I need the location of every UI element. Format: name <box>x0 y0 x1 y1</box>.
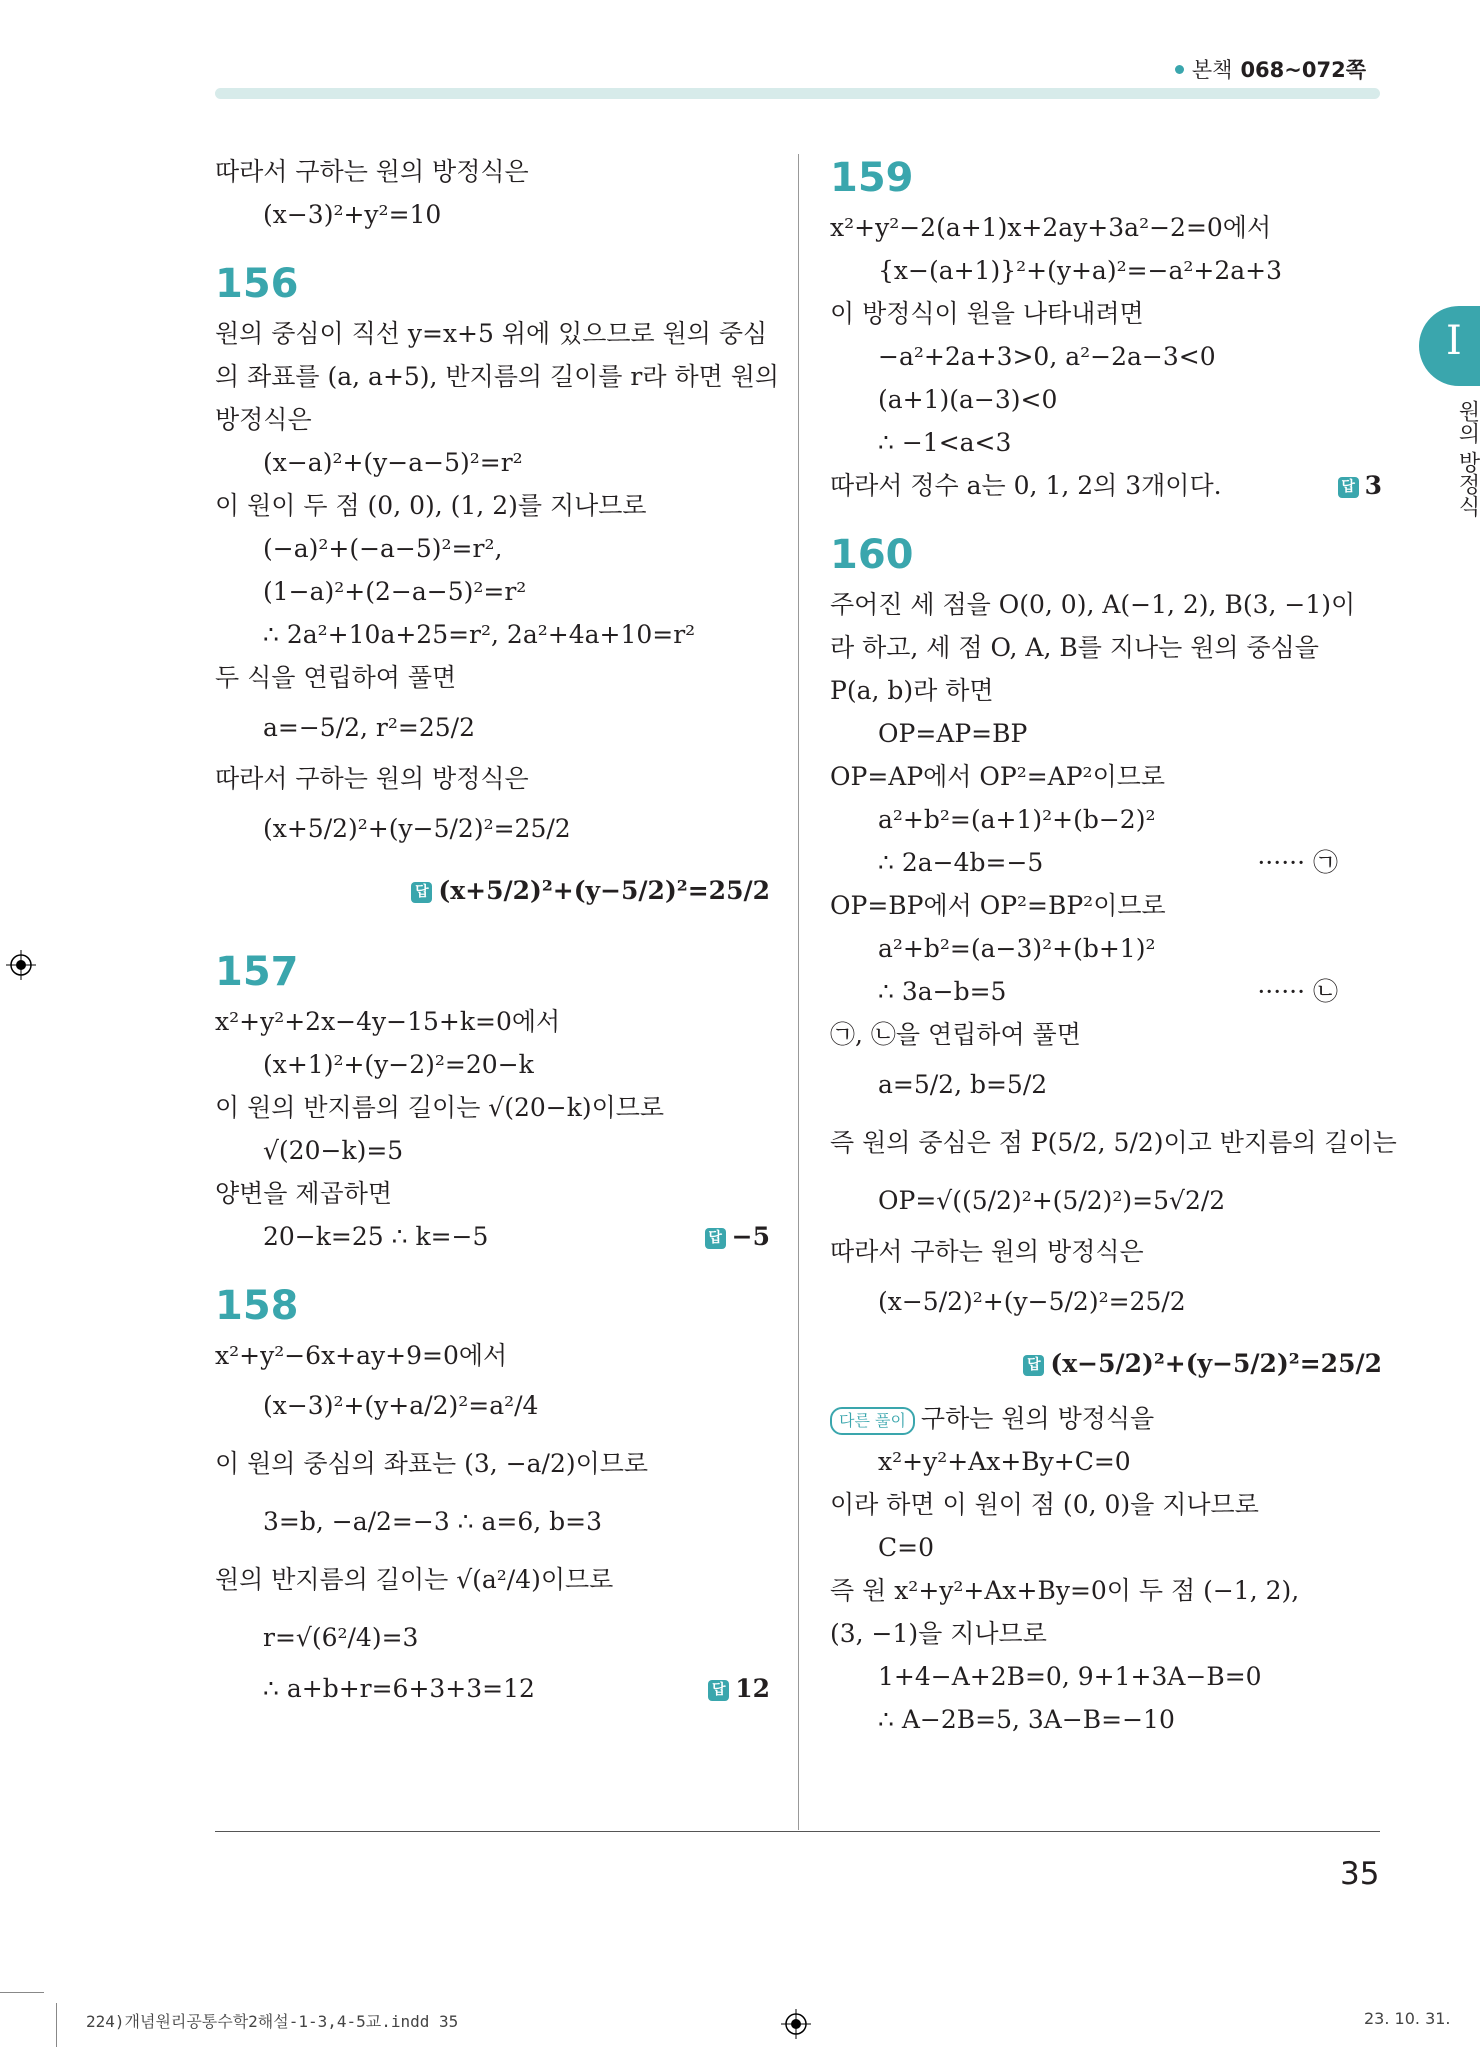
answer-number: 3 <box>1364 471 1382 500</box>
solution-text: 구하는 원의 방정식을 <box>920 1404 1155 1433</box>
answer-badge: 답 <box>705 1228 726 1249</box>
math-line: x²+y²+Ax+By+C=0 <box>878 1447 1131 1476</box>
answer-value <box>708 1667 770 1710</box>
text-line: 따라서 구하는 원의 방정식은 <box>215 157 529 186</box>
text-line: 이 원의 반지름의 길이는 √(20−k)이므로 <box>215 1093 665 1122</box>
math-line <box>830 841 1382 884</box>
math-line: ∴ 2a²+10a+25=r², 2a²+4a+10=r² <box>263 620 696 649</box>
math-line: 1+4−A+2B=0, 9+1+3A−B=0 <box>878 1662 1262 1691</box>
math-line: √(20−k)=5 <box>263 1136 404 1165</box>
math-line: x²+y²+2x−4y−15+k=0에서 <box>215 1007 561 1036</box>
equation-marker: ······ ㉡ <box>1257 977 1338 1006</box>
chapter-title: 원의 방정식 <box>1455 400 1480 517</box>
text-line: OP=BP에서 OP²=BP²이므로 <box>830 891 1166 920</box>
math-text: ∴ 2a−4b=−5 <box>878 848 1044 877</box>
solution-text: 20−k=25 ∴ k=−5 <box>263 1222 489 1251</box>
header-page-range: 068~072쪽 <box>1240 58 1366 82</box>
answer-value: (x+5/2)²+(y−5/2)²=25/2 <box>438 876 770 905</box>
math-line: OP=AP=BP <box>878 719 1028 748</box>
text-line: 의 좌표를 (a, a+5), 반지름의 길이를 r라 하면 원의 <box>215 362 779 391</box>
solution-text: ∴ a+b+r=6+3+3=12 <box>263 1674 535 1703</box>
answer-number: −5 <box>731 1222 770 1251</box>
math-line: a=5/2, b=5/2 <box>878 1070 1048 1099</box>
text-line: 두 식을 연립하여 풀면 <box>215 663 457 692</box>
math-line: a²+b²=(a−3)²+(b+1)² <box>878 934 1156 963</box>
solution-line <box>215 1667 770 1710</box>
math-line: a=−5/2, r²=25/2 <box>263 713 475 742</box>
column-divider <box>798 154 799 1830</box>
problem-number: 157 <box>215 949 299 995</box>
math-line: a²+b²=(a+1)²+(b−2)² <box>878 805 1156 834</box>
problem-number: 156 <box>215 261 299 307</box>
answer-line <box>830 1331 1382 1397</box>
bottom-rule <box>215 1831 1380 1832</box>
math-line: (a+1)(a−3)<0 <box>878 385 1058 414</box>
answer-badge: 답 <box>1338 477 1359 498</box>
math-line: (x−3)²+(y+a/2)²=a²/4 <box>263 1391 539 1420</box>
text-line: 따라서 구하는 원의 방정식은 <box>830 1237 1144 1266</box>
math-line: ∴ −1<a<3 <box>878 428 1012 457</box>
footer-date: 23. 10. 31. <box>1364 2009 1451 2028</box>
text-line: OP=AP에서 OP²=AP²이므로 <box>830 762 1166 791</box>
left-column <box>215 150 779 1710</box>
math-line: (−a)²+(−a−5)²=r², <box>263 534 503 563</box>
page-number: 35 <box>1340 1856 1380 1892</box>
math-line: OP=√((5/2)²+(5/2)²)=5√2/2 <box>878 1186 1226 1215</box>
answer-number: 12 <box>735 1674 770 1703</box>
math-line: r=√(6²/4)=3 <box>263 1623 419 1652</box>
math-line <box>830 970 1382 1013</box>
header-bar <box>215 88 1380 99</box>
text-line: 따라서 구하는 원의 방정식은 <box>215 764 529 793</box>
alternative-solution <box>830 1397 1382 1440</box>
crop-mark <box>56 2003 57 2047</box>
text-line: 방정식은 <box>215 405 312 434</box>
math-line: (x+5/2)²+(y−5/2)²=25/2 <box>263 814 571 843</box>
right-column <box>830 150 1397 1741</box>
text-line: (3, −1)을 지나므로 <box>830 1619 1047 1648</box>
answer-value: (x−5/2)²+(y−5/2)²=25/2 <box>1050 1349 1382 1378</box>
registration-mark-icon <box>781 2009 811 2039</box>
math-line: (1−a)²+(2−a−5)²=r² <box>263 577 527 606</box>
answer-value <box>1338 464 1382 507</box>
solution-line <box>830 464 1382 507</box>
text-line: 이 원이 두 점 (0, 0), (1, 2)를 지나므로 <box>215 491 647 520</box>
alt-solution-label: 다른 풀이 <box>830 1407 915 1435</box>
answer-value <box>705 1215 770 1258</box>
registration-mark-icon <box>6 950 36 980</box>
math-line: (x−5/2)²+(y−5/2)²=25/2 <box>878 1287 1186 1316</box>
problem-number: 159 <box>830 155 914 201</box>
math-line: {x−(a+1)}²+(y+a)²=−a²+2a+3 <box>878 256 1283 285</box>
math-line: (x+1)²+(y−2)²=20−k <box>263 1050 534 1079</box>
text-line: 즉 원 x²+y²+Ax+By=0이 두 점 (−1, 2), <box>830 1576 1300 1605</box>
math-line: −a²+2a+3>0, a²−2a−3<0 <box>878 342 1216 371</box>
answer-badge: 답 <box>1023 1355 1044 1376</box>
answer-badge: 답 <box>708 1680 729 1701</box>
math-text: ∴ 3a−b=5 <box>878 977 1007 1006</box>
text-line: 원의 중심이 직선 y=x+5 위에 있으므로 원의 중심 <box>215 319 768 348</box>
solution-line <box>215 1215 770 1258</box>
math-line: (x−3)²+y²=10 <box>263 200 442 229</box>
problem-number: 158 <box>215 1283 299 1329</box>
text-line: 주어진 세 점을 O(0, 0), A(−1, 2), B(3, −1)이 <box>830 590 1356 619</box>
text-line: ㉠, ㉡을 연립하여 풀면 <box>830 1020 1081 1049</box>
bullet-icon <box>1175 65 1184 74</box>
text-line: 이 방정식이 원을 나타내려면 <box>830 299 1144 328</box>
text-line: P(a, b)라 하면 <box>830 676 994 705</box>
text-line: 이라 하면 이 원이 점 (0, 0)을 지나므로 <box>830 1490 1259 1519</box>
math-line: (x−a)²+(y−a−5)²=r² <box>263 448 523 477</box>
crop-mark <box>0 1992 44 1993</box>
equation-marker: ······ ㉠ <box>1257 848 1338 877</box>
answer-badge: 답 <box>411 882 432 903</box>
math-line: 3=b, −a/2=−3 ∴ a=6, b=3 <box>263 1507 603 1536</box>
header-book-label: 본책 <box>1191 58 1233 82</box>
math-line: ∴ A−2B=5, 3A−B=−10 <box>878 1705 1175 1734</box>
answer-line <box>215 858 770 924</box>
math-line: x²+y²−6x+ay+9=0에서 <box>215 1341 508 1370</box>
text-line: 라 하고, 세 점 O, A, B를 지나는 원의 중심을 <box>830 633 1319 662</box>
footer-filename: 224)개념원리공통수학2해설-1-3,4-5교.indd 35 <box>86 2012 459 2031</box>
text-line: 원의 반지름의 길이는 √(a²/4)이므로 <box>215 1565 614 1594</box>
math-line: x²+y²−2(a+1)x+2ay+3a²−2=0에서 <box>830 213 1272 242</box>
math-line: C=0 <box>878 1533 934 1562</box>
text-line: 즉 원의 중심은 점 P(5/2, 5/2)이고 반지름의 길이는 <box>830 1128 1397 1157</box>
text-line: 양변을 제곱하면 <box>215 1179 392 1208</box>
text-line: 이 원의 중심의 좌표는 (3, −a/2)이므로 <box>215 1449 649 1478</box>
problem-number: 160 <box>830 532 914 578</box>
page-header <box>1175 54 1366 84</box>
chapter-number: I <box>1446 318 1462 364</box>
solution-text: 따라서 정수 a는 0, 1, 2의 3개이다. <box>830 471 1222 500</box>
